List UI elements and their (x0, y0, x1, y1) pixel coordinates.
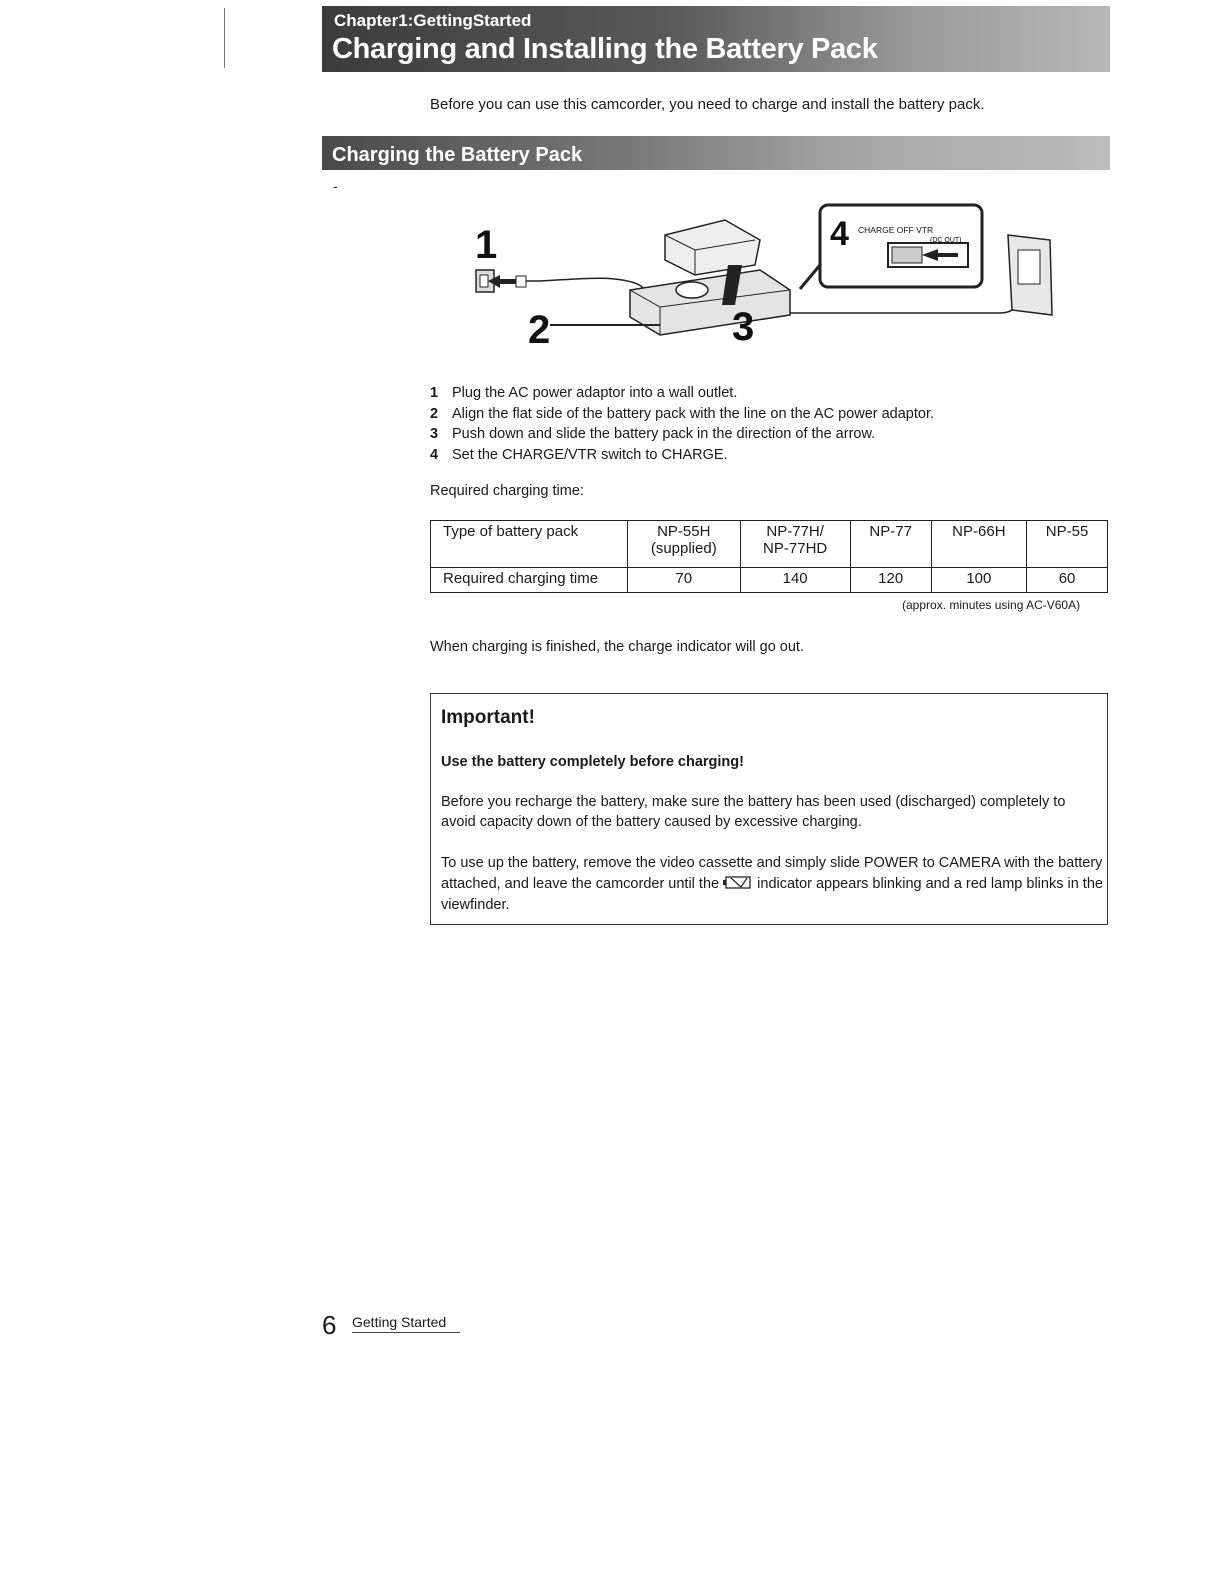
scan-mark (224, 8, 225, 68)
table-note: (approx. minutes using AC-V60A) (902, 598, 1081, 612)
steps-list (430, 383, 934, 465)
charging-time-table (430, 520, 1108, 593)
table-cell: 60 (1027, 568, 1108, 593)
table-cell: 100 (931, 568, 1027, 593)
table-cell: 140 (740, 568, 850, 593)
charging-time-label: Required charging time: (430, 483, 584, 499)
callout-4: 4 (830, 215, 849, 253)
table-row (431, 521, 1108, 568)
important-title: Important! (441, 707, 535, 728)
table-cell: Required charging time (431, 568, 628, 593)
important-subtitle: Use the battery completely before charging! (441, 754, 744, 770)
dash-mark: - (333, 178, 338, 194)
battery-indicator-icon (723, 876, 753, 889)
switch-callout-box (800, 205, 982, 289)
switch-label: CHARGE OFF VTR (858, 225, 934, 235)
intro-text: Before you can use this camcorder, you need to charge and install the battery pack. (430, 96, 985, 113)
table-cell: NP-77H/ NP-77HD (740, 521, 850, 568)
list-item: 2 Align the flat side of the battery pack with the line on the AC power adaptor. (430, 405, 935, 422)
section-title: Charging the Battery Pack (332, 144, 583, 166)
list-item: 1 Plug the AC power adaptor into a wall outlet. (430, 385, 738, 401)
table-cell: Type of battery pack (431, 521, 628, 568)
table-cell: NP-55 (1027, 521, 1108, 568)
important-paragraph-2: To use up the battery, remove the video cassette and simply slide POWER to CAMERA with the battery attached, and leave the camcorder until the indicator appears blinking and a red lamp blinks in the viewfinder. (441, 855, 1103, 913)
chapter-label: Chapter1:GettingStarted (334, 11, 532, 30)
page-number: 6 (322, 1310, 337, 1340)
finished-text: When charging is finished, the charge indicator will go out. (430, 639, 804, 655)
battery-pack-icon (665, 220, 760, 275)
charging-diagram (460, 195, 1100, 375)
list-item: 3 Push down and slide the battery pack in the direction of the arrow. (430, 426, 876, 442)
footer-section: Getting Started (352, 1314, 460, 1333)
switch-sublabel: (DC OUT) (930, 237, 962, 244)
callout-3: 3 (732, 305, 755, 349)
important-paragraph-1: Before you recharge the battery, make sure the battery has been used (discharged) completely to avoid capacity down of the battery caused by excessive charging. (441, 794, 1066, 830)
callout-2: 2 (528, 308, 551, 352)
list-item: 4 Set the CHARGE/VTR switch to CHARGE. (430, 446, 728, 463)
plug-arrow-icon (488, 275, 540, 288)
table-cell: 70 (628, 568, 741, 593)
table-cell: NP-66H (931, 521, 1027, 568)
callout-1: 1 (475, 223, 498, 267)
table-cell: NP-55H (supplied) (628, 521, 741, 568)
page-title: Charging and Installing the Battery Pack (332, 33, 878, 65)
table-row (431, 568, 1108, 593)
table-cell: 120 (850, 568, 931, 593)
table-cell: NP-77 (850, 521, 931, 568)
right-wall-outlet-icon (1008, 235, 1052, 315)
